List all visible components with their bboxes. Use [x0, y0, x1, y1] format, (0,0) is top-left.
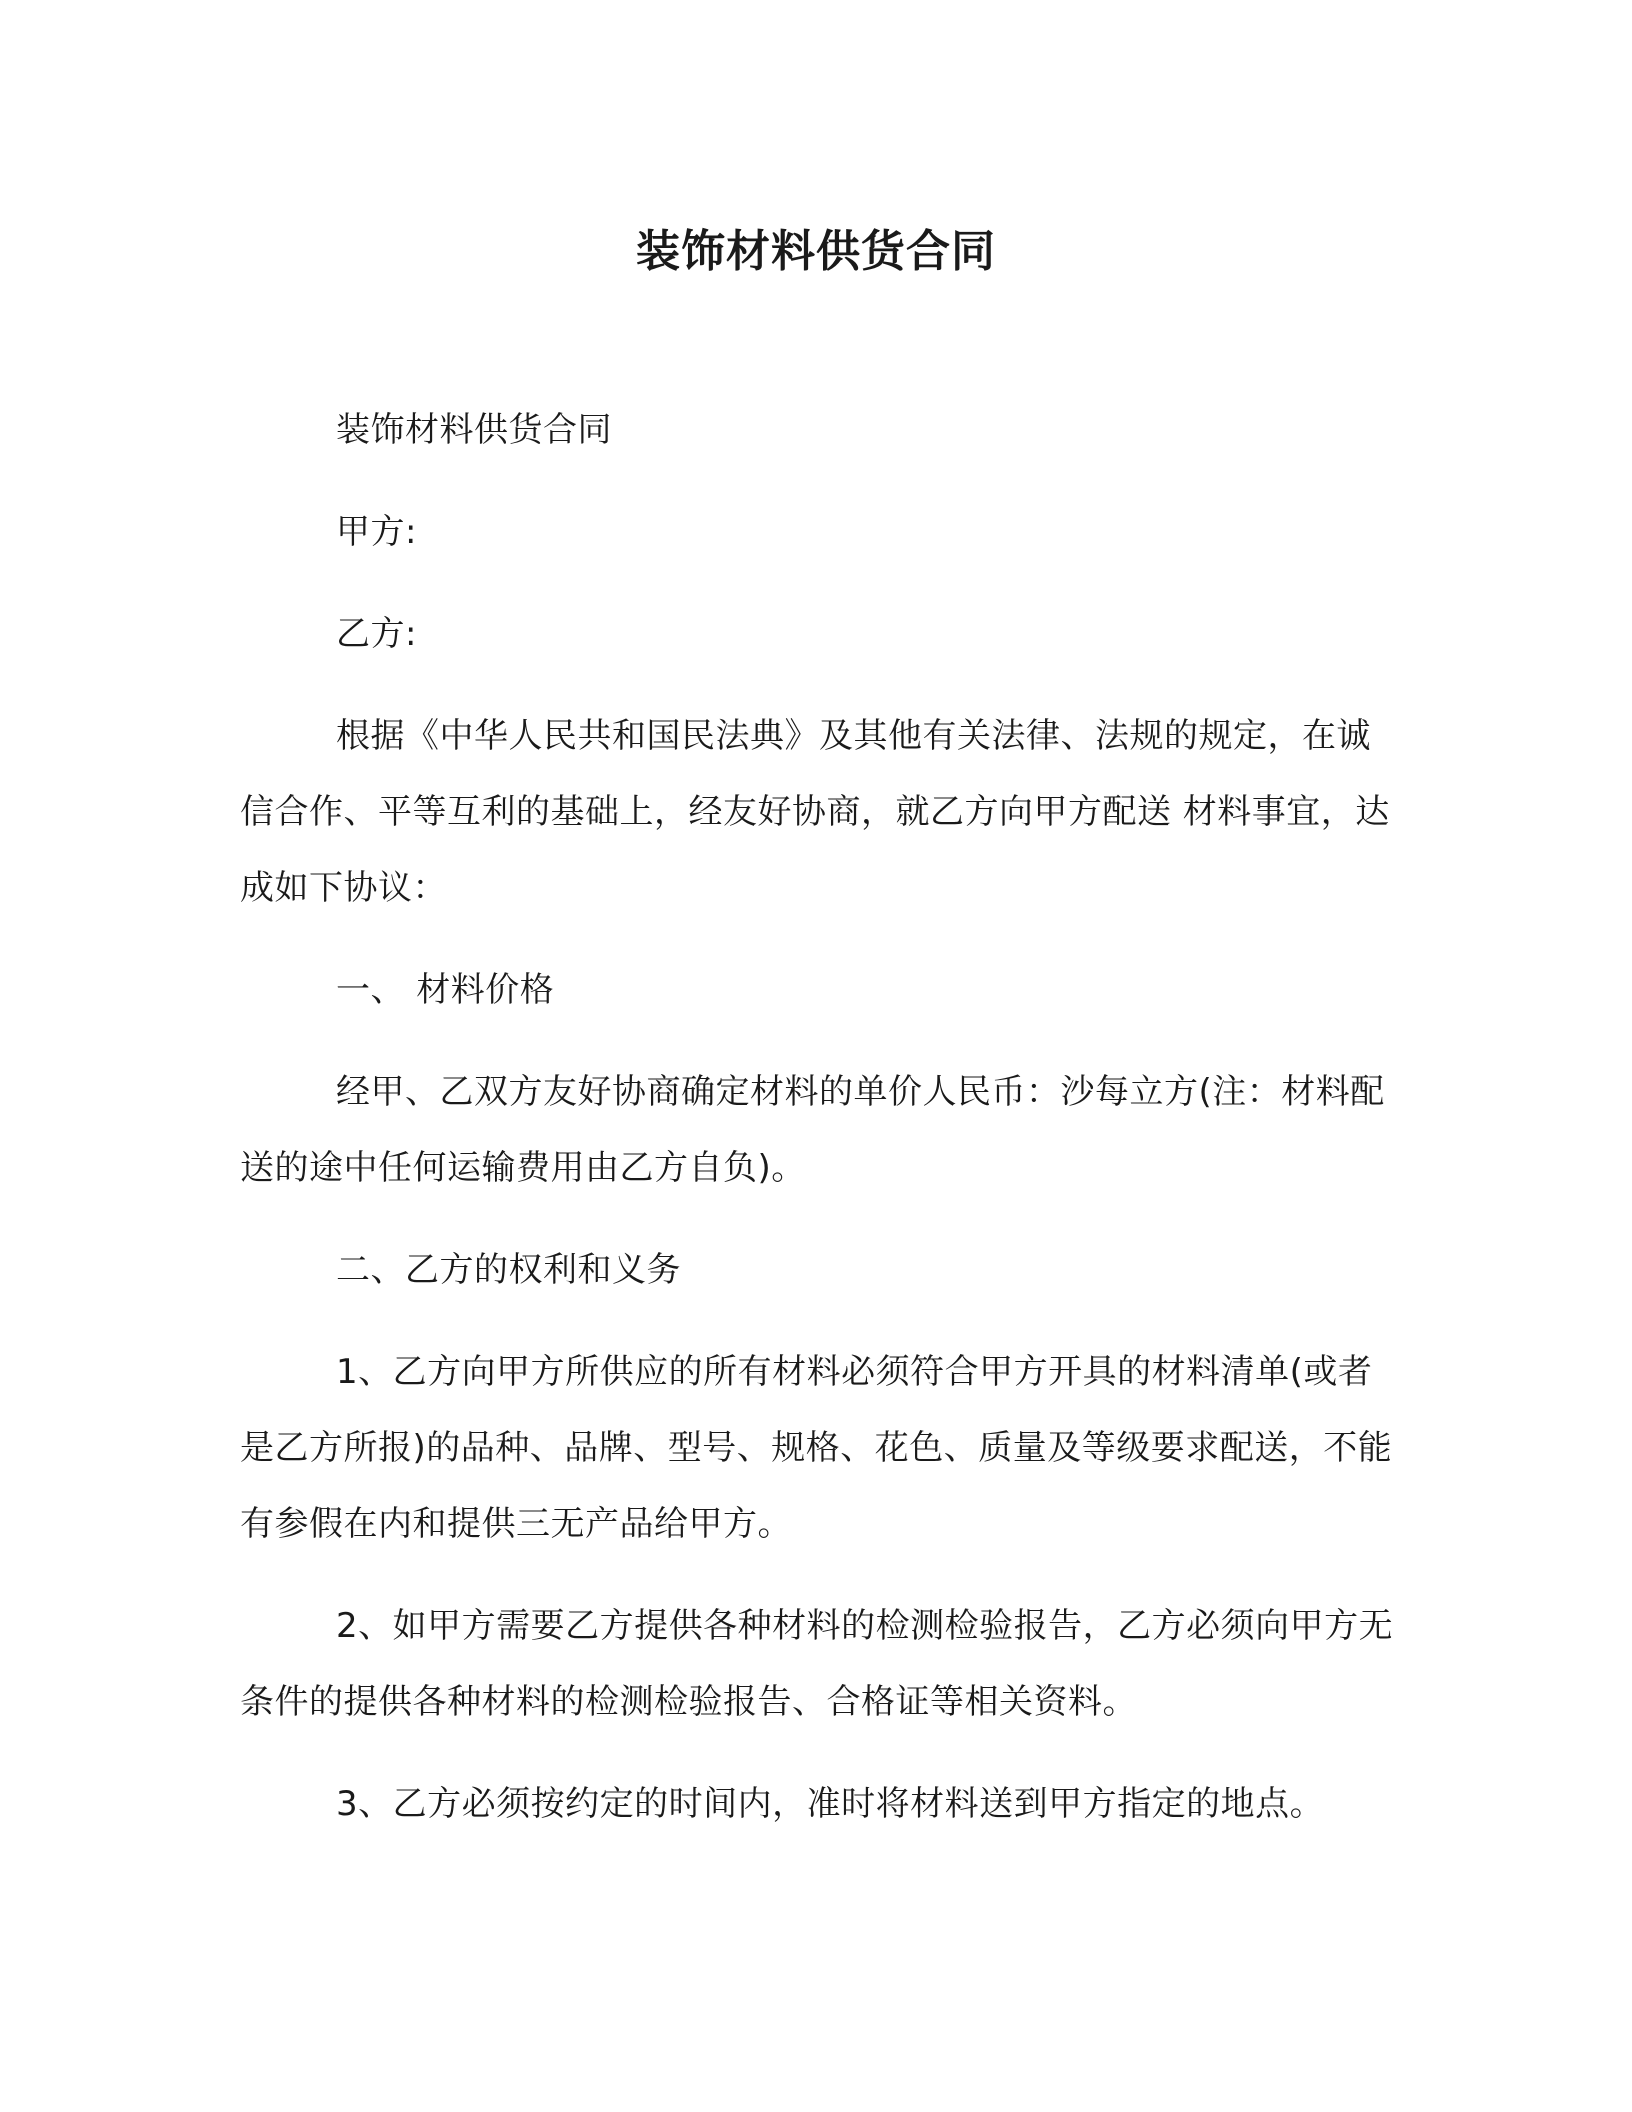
subtitle-paragraph: 装饰材料供货合同: [336, 410, 612, 450]
section-heading-price: 一、 材料价格: [336, 970, 555, 1010]
section-heading-rights: 二、乙方的权利和义务: [336, 1250, 681, 1290]
party-a-line: 甲方:: [336, 512, 417, 552]
price-paragraph: 经甲、乙双方友好协商确定材料的单价人民币：沙每立方(注：材料配送的途中任何运输费用由乙方自负)。: [240, 1072, 1385, 1188]
preamble-paragraph: 根据《中华人民共和国民法典》及其他有关法律、法规的规定，在诚信合作、平等互利的基础上，经友好协商，就乙方向甲方配送 材料事宜，达成如下协议：: [240, 716, 1390, 908]
party-b-line: 乙方:: [336, 614, 417, 654]
clause-3-paragraph: 3、乙方必须按约定的时间内，准时将材料送到甲方指定的地点。: [336, 1784, 1325, 1824]
document-title: 装饰材料供货合同: [636, 226, 996, 277]
clause-1-paragraph: 1、乙方向甲方所供应的所有材料必须符合甲方开具的材料清单(或者是乙方所报)的品种、品牌、型号、规格、花色、质量及等级要求配送，不能有参假在内和提供三无产品给甲方。: [240, 1352, 1393, 1544]
clause-2-paragraph: 2、如甲方需要乙方提供各种材料的检测检验报告，乙方必须向甲方无条件的提供各种材料的检测检验报告、合格证等相关资料。: [240, 1606, 1394, 1722]
document-body: [240, 392, 1395, 1868]
